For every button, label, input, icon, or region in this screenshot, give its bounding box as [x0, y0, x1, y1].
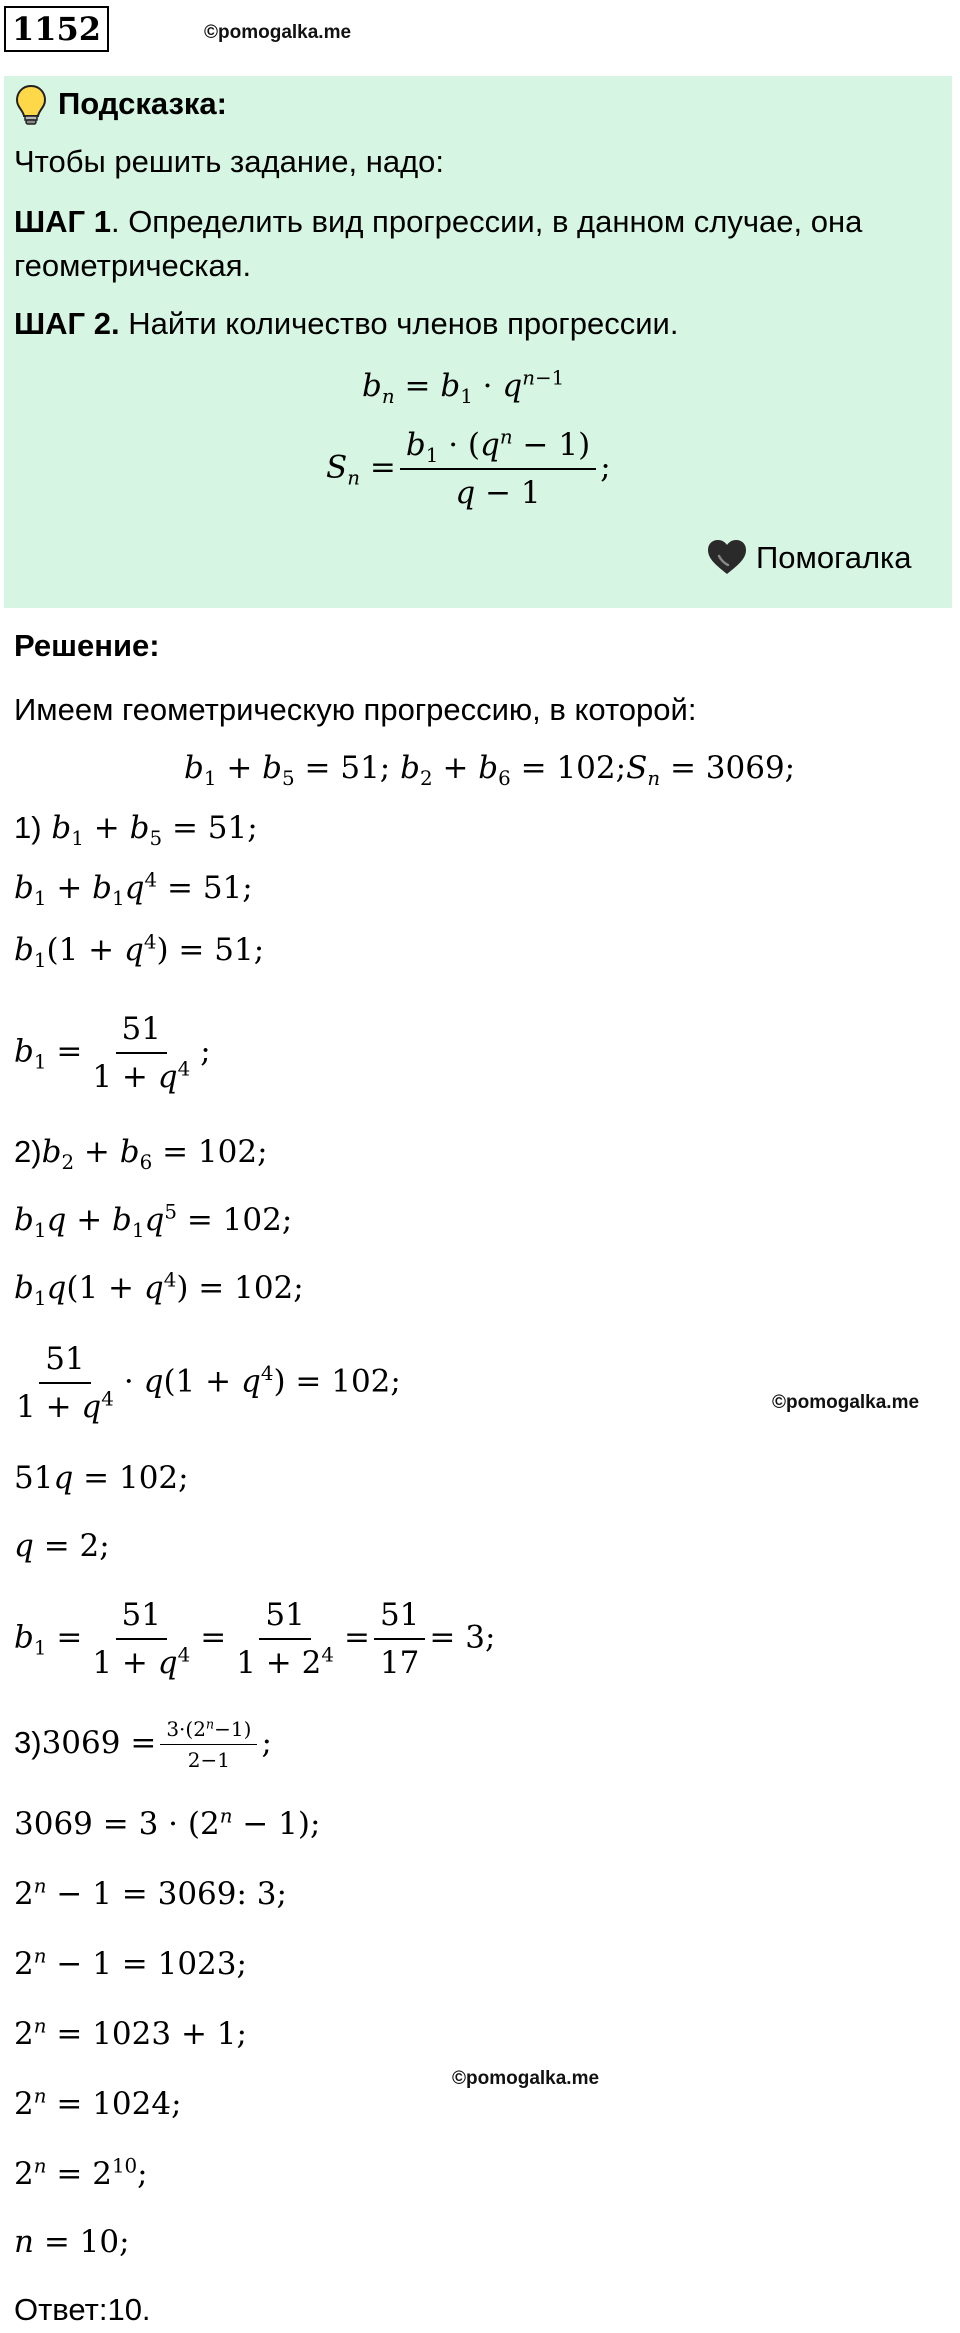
- eq-step1-1: 1) $b_1 + b_5 = 51$;: [14, 810, 258, 851]
- hint-title: Подсказка:: [58, 86, 227, 121]
- eq-step3-6: 2$^n$ = 1024;: [14, 2084, 182, 2122]
- eq-step3-2: $3069 = 3 \cdot (2^n - 1)$;: [14, 1804, 321, 1842]
- hint-step1-label: ШАГ 1: [14, 204, 111, 239]
- eq-step3-5: 2$^n$ = 1023 + 1;: [14, 2014, 247, 2052]
- eq-step2-7: $b_1$ = $\frac{51}{1 + q^4}$ = $\frac{51}{1 + 2^4}$ = $\frac{51}{17}$ = 3;: [14, 1594, 495, 1684]
- step2-label: 2): [14, 1134, 42, 1169]
- watermark-lower: ©pomogalka.me: [452, 2068, 600, 2089]
- eq-step2-1: $2)b_2 + b_6 = 102$;: [14, 1134, 268, 1175]
- hint-step2-text: Найти количество членов прогрессии.: [119, 306, 679, 341]
- step3-label: 3): [14, 1725, 42, 1760]
- watermark-top: ©pomogalka.me: [204, 22, 352, 43]
- task-number: 1152: [4, 6, 109, 52]
- hint-step2-line: [14, 304, 678, 344]
- eq-step3-7: $2^n = 2^{10}$;: [14, 2154, 148, 2192]
- hint-step1-line2: геометрическая.: [14, 248, 252, 283]
- answer: Ответ:10.: [14, 2292, 151, 2327]
- eq-step3-8: n = 10;: [14, 2224, 130, 2260]
- hint-intro: Чтобы решить задание, надо:: [14, 144, 445, 179]
- hint-step1-text: . Определить вид прогрессии, в данном случае, она: [110, 204, 863, 239]
- given-conditions: $b_1 + b_5 = 51$; $b_2 + b_6$ = $102;S_n = 3069$;: [184, 750, 796, 791]
- eq-step2-4: $\frac{51}{1 + q^4}$ · $q(1 + q^4) = 102$;: [10, 1338, 401, 1428]
- formula-nth-term: $b_n = b_1 \cdot q^{n-1}$: [362, 366, 565, 409]
- watermark-mid: ©pomogalka.me: [772, 1392, 920, 1413]
- eq-step1-3: $b_1(1 + q^4) = 51$;: [14, 930, 265, 973]
- solution-title: Решение:: [14, 628, 160, 663]
- formula-sum: $S_n$ = $\frac{b_1 \cdot (q^n - 1)}{q - 1}$ ;: [326, 425, 611, 511]
- eq-step3-3: 2$^n$ − 1 = 3069: 3;: [14, 1874, 287, 1912]
- eq-step2-3: $b_1q(1 + q^4) = 102$;: [14, 1268, 304, 1311]
- hint-step1-line1: [14, 202, 862, 242]
- hint-step2-label: ШАГ 2.: [14, 306, 120, 341]
- eq-step3-4: 2$^n$ − 1 = 1023;: [14, 1944, 247, 1982]
- heart-icon: [706, 538, 748, 576]
- eq-step2-5: 51q = 102;: [14, 1460, 189, 1496]
- eq-step3-1: 3)3069 = $\frac{3\cdot(2^n-1)}{2-1}$ ;: [14, 1717, 272, 1772]
- eq-step2-2: $b_1q + b_1q^5 = 102$;: [14, 1200, 293, 1243]
- eq-step1-4: $b_1$ = $\frac{51}{1 + q^4}$ ;: [14, 1008, 211, 1098]
- solution-intro: Имеем геометрическую прогрессию, в которой:: [14, 692, 697, 727]
- lightbulb-icon: [14, 84, 48, 126]
- step1-label: 1): [14, 810, 42, 845]
- eq-step2-6: q = 2;: [14, 1528, 110, 1564]
- hint-brand: Помогалка: [756, 540, 912, 575]
- eq-step1-2: $b_1 + b_1q^4 = 51$;: [14, 868, 253, 911]
